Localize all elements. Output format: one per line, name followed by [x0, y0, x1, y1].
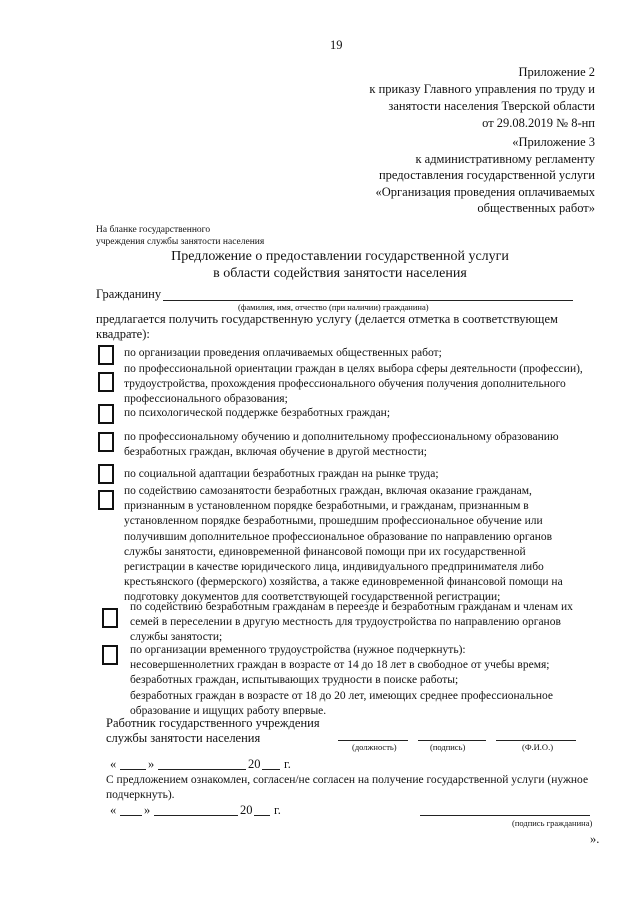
option-line: семей в переселении в другую местность для трудоустройства по направлению органов — [130, 616, 561, 629]
date-year-suffix: г. — [284, 757, 291, 771]
page-number: 19 — [330, 38, 343, 52]
date2-year-suffix: г. — [274, 803, 281, 817]
date-month-field[interactable] — [158, 769, 246, 770]
option-line: по организации временного трудоустройства (нужное подчеркнуть): — [130, 644, 466, 656]
appendix-2-line: Приложение 2 — [518, 65, 595, 79]
checkbox-social-adaptation[interactable] — [98, 464, 114, 484]
option-self-employment — [124, 484, 600, 606]
citizen-signature-field[interactable] — [420, 815, 590, 816]
title-line: Предложение о предоставлении государственной услуги — [171, 249, 509, 264]
option-line: получившим дополнительное профессиональное образование по направлению органов — [124, 530, 553, 543]
appendix-3-block — [295, 134, 595, 217]
option-line: по профессиональной ориентации граждан в целях выбора сферы деятельности (профессии), — [124, 363, 583, 375]
consent-line: подчеркнуть). — [106, 789, 175, 801]
checkbox-relocation[interactable] — [102, 608, 118, 628]
citizen-label: Гражданину — [96, 287, 162, 301]
option-line: по психологической поддержке безработных граждан; — [124, 407, 391, 419]
option-line: службы занятости, единовременной финансовой помощи при их государственной — [124, 545, 526, 558]
intro-line: предлагается получить государственную услугу (делается отметка в соответствующем — [96, 312, 558, 326]
option-line: крестьянского (фермерского) хозяйства, а также единовременной финансовой помощи на — [124, 576, 563, 589]
option-line: профессионального образования; — [124, 393, 288, 406]
appendix-2-block — [295, 64, 595, 132]
appendix-3-line: общественных работ» — [477, 201, 595, 215]
option-public-works — [124, 346, 600, 361]
option-line: регистрации в качестве юридического лица, индивидуального предпринимателя либо — [124, 561, 544, 574]
document-title — [100, 248, 580, 282]
intro-line: квадрате): — [96, 327, 150, 341]
date2-day-field[interactable] — [120, 815, 142, 816]
letterhead-line: учреждения службы занятости населения — [96, 237, 265, 247]
worker-position-field[interactable] — [338, 740, 408, 741]
appendix-3-line: к административному регламенту — [415, 151, 595, 166]
citizen-name-field[interactable] — [163, 300, 573, 301]
title-line: в области содействия занятости населения — [213, 266, 467, 281]
appendix-2-line: к приказу Главного управления по труду и — [369, 82, 595, 96]
worker-signature-field[interactable] — [418, 740, 486, 741]
letterhead-note — [96, 224, 264, 248]
checkbox-psychological-support[interactable] — [98, 404, 114, 424]
option-professional-training — [124, 430, 600, 460]
worker-line: службы занятости населения — [106, 731, 261, 745]
checkbox-career-guidance[interactable] — [98, 372, 114, 392]
date-year-prefix: 20 — [248, 757, 261, 771]
consent-line: С предложением ознакомлен, согласен/не согласен на получение государственной услуги (нужное — [106, 774, 589, 786]
worker-label — [106, 716, 320, 746]
date2-year-field[interactable] — [254, 815, 270, 816]
citizen-signature-caption: (подпись гражданина) — [512, 818, 593, 828]
option-line: несовершеннолетних граждан в возрасте от 14 до 18 лет в свободное от учебы время; — [130, 659, 550, 672]
option-line: по содействию самозанятости безработных граждан, включая оказание гражданам, — [124, 485, 532, 497]
option-temporary-employment — [130, 643, 600, 719]
caption-name: (Ф.И.О.) — [522, 742, 554, 752]
option-line: образование и ищущих работу впервые. — [130, 704, 327, 717]
date2-month-field[interactable] — [154, 815, 238, 816]
checkbox-self-employment[interactable] — [98, 490, 114, 510]
caption-position: (должность) — [352, 742, 397, 752]
option-line: безработных граждан, включая обучение в другой местности; — [124, 446, 427, 459]
option-line: службы занятости; — [130, 631, 223, 644]
option-line: признанным в установленном порядке безработными, и гражданам, признанным в — [124, 500, 529, 513]
date2-open-quote: « — [110, 803, 117, 817]
appendix-3-line: «Приложение 3 — [512, 135, 595, 149]
option-line: по содействию безработным гражданам в переезде и безработным гражданам и членам их — [130, 601, 573, 613]
caption-signature: (подпись) — [430, 742, 466, 752]
option-line: по профессиональному обучению и дополнительному профессиональному образованию — [124, 431, 559, 443]
appendix-2-line: от 29.08.2019 № 8-нп — [482, 116, 595, 130]
option-social-adaptation — [124, 467, 600, 482]
appendix-2-line: занятости населения Тверской области — [388, 99, 595, 113]
date2-year-prefix: 20 — [240, 803, 253, 817]
letterhead-line: На бланке государственного — [96, 225, 211, 235]
date2-close-quote: » — [144, 803, 151, 817]
option-line: подготовку документов для соответствующей государственной регистрации; — [124, 591, 501, 604]
date-close-quote: » — [148, 757, 155, 771]
appendix-3-line: «Организация проведения оплачиваемых — [375, 184, 595, 199]
checkbox-professional-training[interactable] — [98, 432, 114, 452]
date-year-field[interactable] — [262, 769, 280, 770]
option-line: установленном порядке безработными, прошедшим профессиональное обучение или — [124, 515, 543, 528]
closing-mark: ». — [590, 832, 600, 846]
worker-name-field[interactable] — [496, 740, 576, 741]
option-line: безработных граждан в возрасте от 18 до 20 лет, имеющих среднее профессиональное — [130, 689, 553, 702]
worker-line: Работник государственного учреждения — [106, 716, 320, 730]
date-day-field[interactable] — [120, 769, 146, 770]
option-line: безработных граждан, испытывающих трудности в поиске работы; — [130, 674, 459, 687]
option-line: по организации проведения оплачиваемых общественных работ; — [124, 347, 442, 359]
option-line: трудоустройства, прохождения профессионального обучения получения дополнительного — [124, 378, 566, 391]
option-relocation — [130, 600, 600, 646]
appendix-3-line: предоставления государственной услуги — [378, 168, 595, 182]
option-psychological-support — [124, 406, 600, 421]
citizen-caption: (фамилия, имя, отчество (при наличии) гражданина) — [238, 302, 429, 312]
intro-text — [96, 312, 600, 342]
checkbox-temporary-employment[interactable] — [102, 645, 118, 665]
option-line: по социальной адаптации безработных граждан на рынке труда; — [124, 468, 439, 480]
checkbox-public-works[interactable] — [98, 345, 114, 365]
date-open-quote: « — [110, 757, 117, 771]
consent-text — [106, 773, 600, 803]
option-career-guidance — [124, 362, 600, 408]
